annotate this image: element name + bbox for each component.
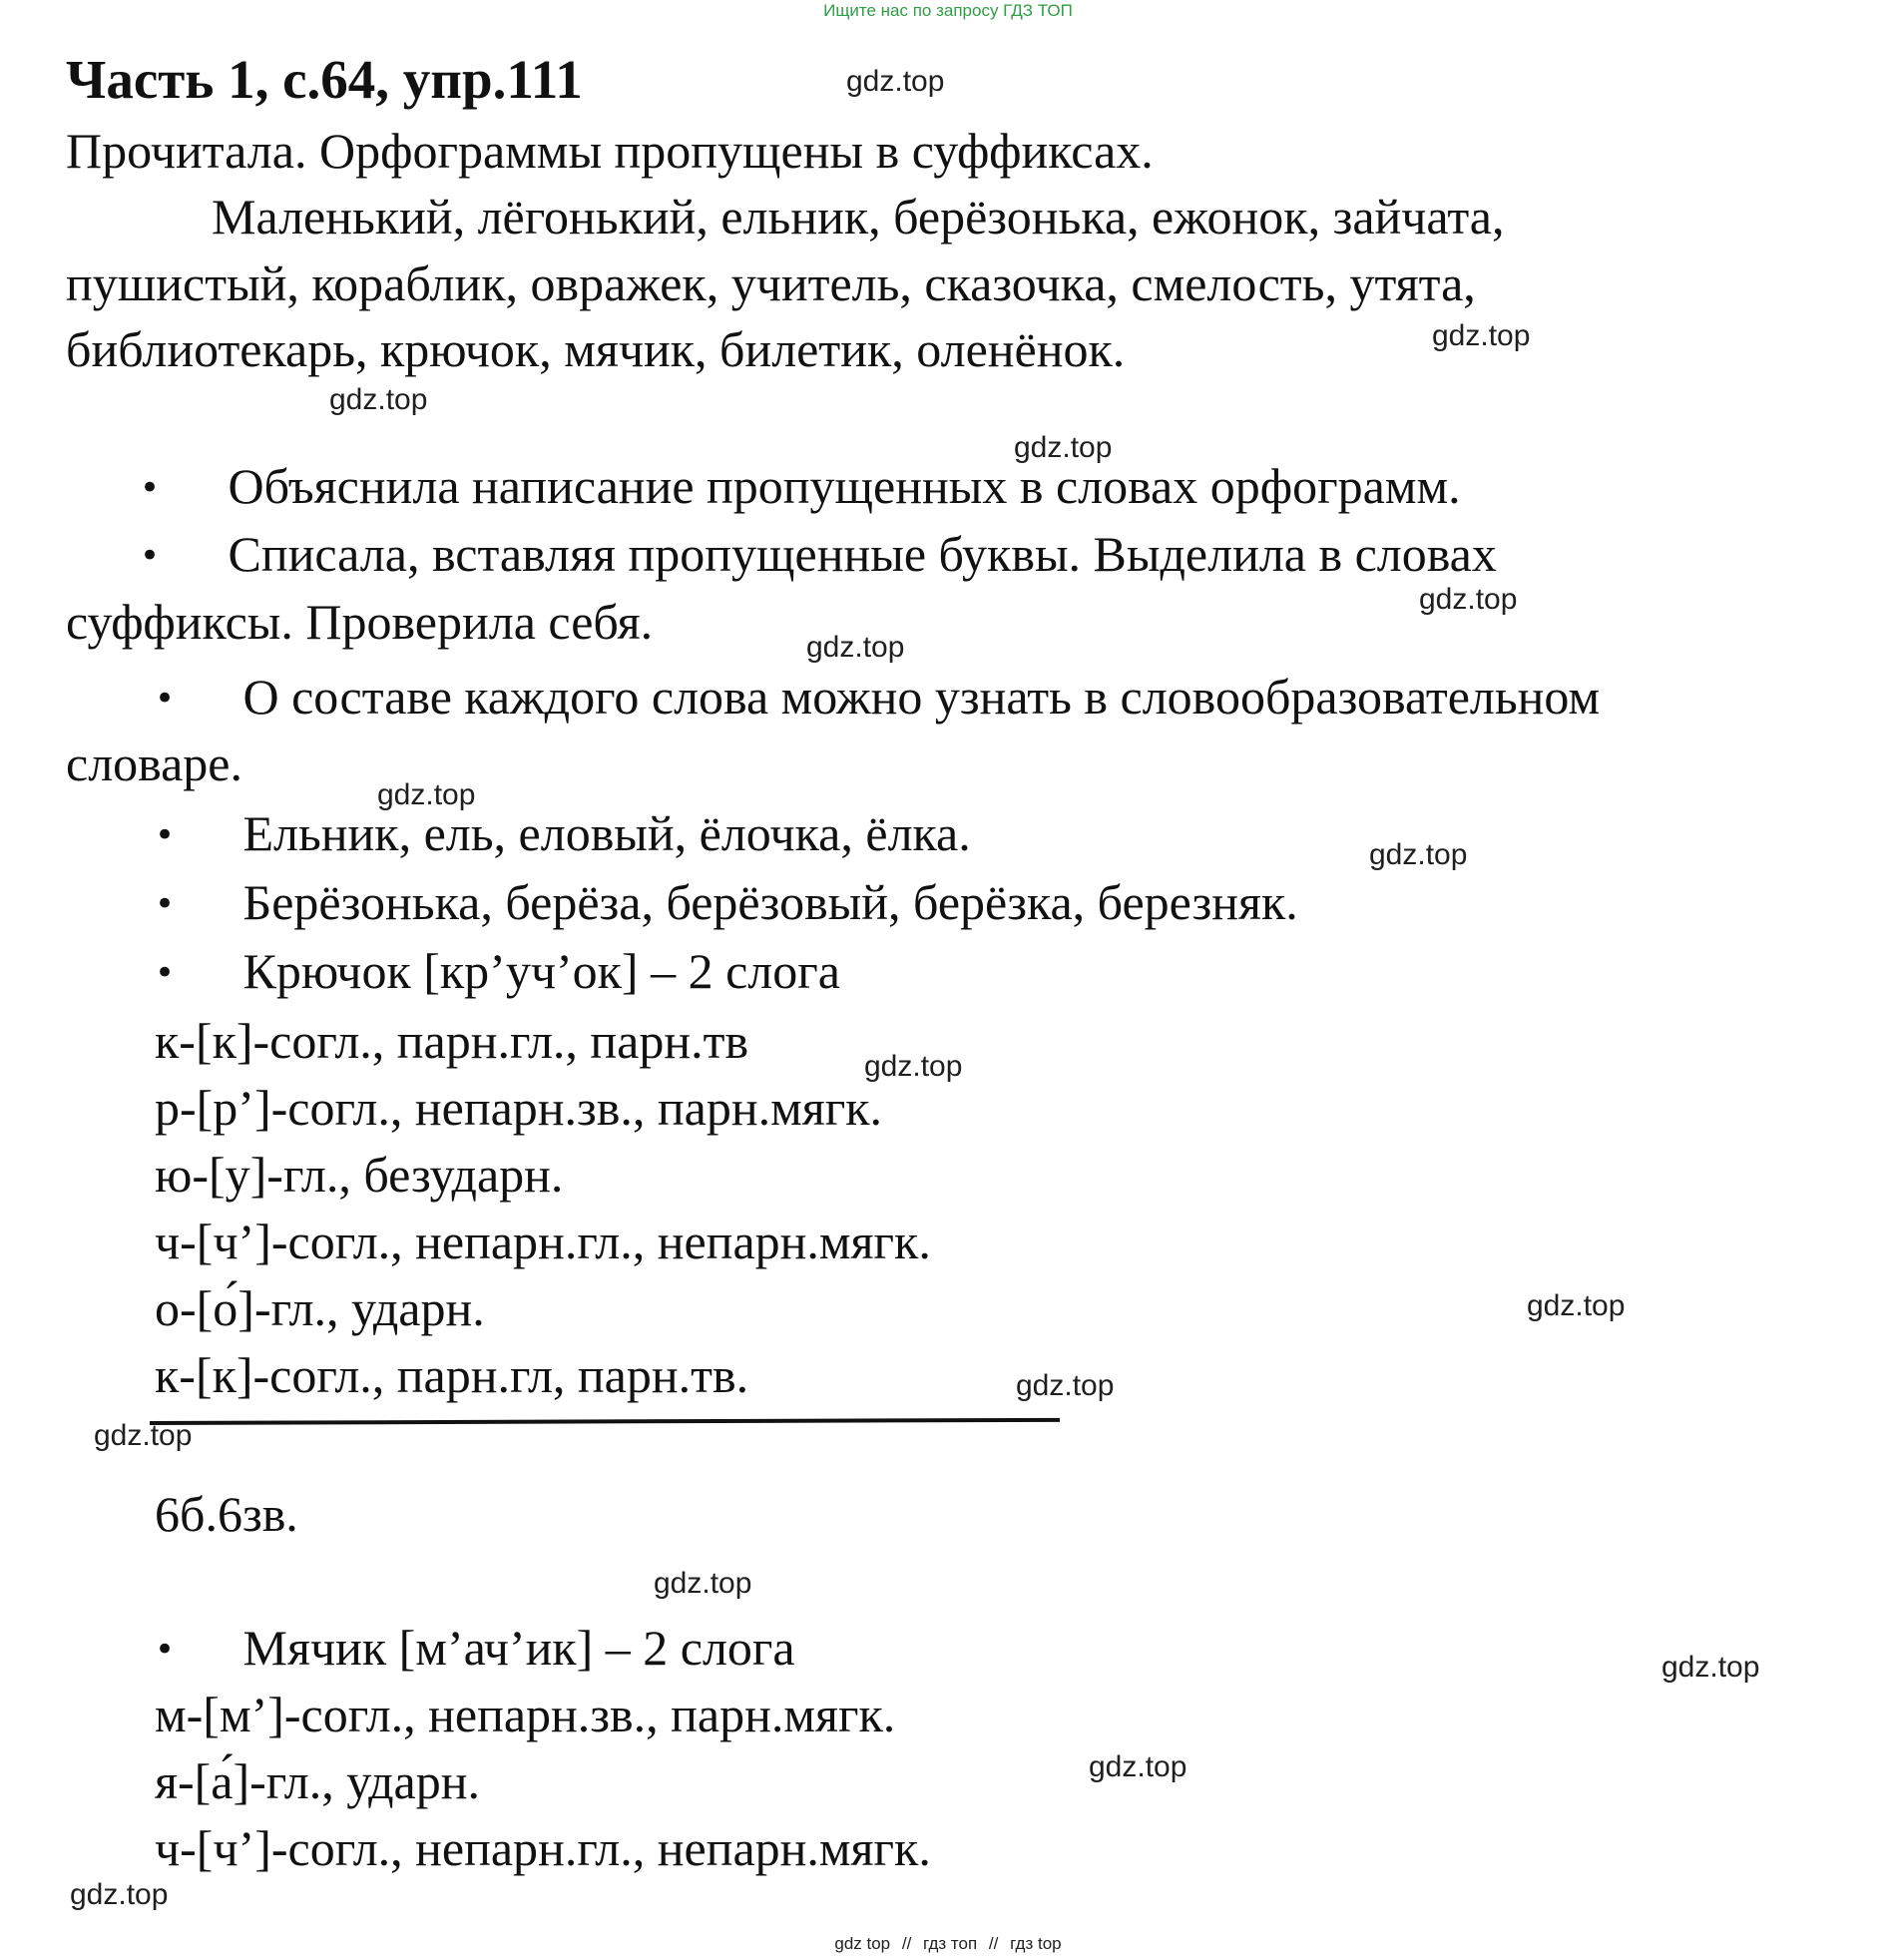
bullet-text: О составе каждого слова можно узнать в словообразовательном (242, 669, 1601, 725)
bullet-item-explained (140, 453, 1461, 525)
watermark-text: gdz.top (377, 778, 476, 811)
footer-link-gdz-top-ru[interactable]: гдз топ (923, 1934, 978, 1953)
bullet-icon: • (155, 952, 176, 993)
bullet-item-berezonka (155, 869, 1298, 941)
footer-separator: // (988, 1934, 999, 1953)
words-line-1-text: Маленький, лёгонький, ельник, берёзонька, ежонок, зайчата, (212, 189, 1505, 245)
sum-divider-line (150, 1418, 1060, 1425)
watermark-text: gdz.top (1016, 1369, 1115, 1402)
watermark-text: gdz.top (329, 383, 428, 416)
bullet-icon: • (140, 467, 161, 508)
watermark-text: gdz.top (1089, 1750, 1187, 1783)
intro-line: Прочитала. Орфограммы пропущены в суффиксах. (66, 123, 1154, 179)
bullet-text: Объяснила написание пропущенных в словах орфограмм. (228, 458, 1461, 514)
footer-separator: // (901, 1934, 912, 1953)
watermark-text: gdz.top (1432, 319, 1531, 352)
word-line-1 (212, 184, 1504, 249)
continuation-line-2: словаре. (66, 735, 242, 791)
watermark-text: gdz.top (1369, 838, 1468, 871)
top-search-banner: Ищите нас по запросу ГДЗ ТОП (823, 1, 1073, 20)
bullet-item-elnik (155, 800, 971, 872)
watermark-text: gdz.top (1014, 431, 1113, 464)
words-line-3-text: библиотекарь, крючок, мячик, билетик, оленёнок. (66, 321, 1126, 377)
bullet-icon: • (155, 678, 176, 719)
footer-link-gdz-top-mixed[interactable]: гдз top (1010, 1934, 1062, 1953)
bullet-text: Мячик [м’ач’ик] – 2 слога (242, 1620, 795, 1676)
bullet-item-copied (140, 521, 1497, 593)
continuation-line-1: суффиксы. Проверила себя. (66, 594, 654, 650)
myachik-analysis-3: ч-[ч’]-согл., непарн.гл., непарн.мягк. (155, 1820, 931, 1876)
watermark-text: gdz.top (70, 1878, 169, 1911)
footer-link-gdz-top[interactable]: gdz top (834, 1934, 891, 1953)
kryuchok-analysis-4: ч-[ч’]-согл., непарн.гл., непарн.мягк. (155, 1214, 931, 1269)
kryuchok-analysis-1: к-[к]-согл., парн.гл., парн.тв (155, 1013, 749, 1069)
kryuchok-analysis-5: о-[о́]-гл., ударн. (155, 1280, 485, 1336)
myachik-analysis-1: м-[м’]-согл., непарн.зв., парн.мягк. (155, 1687, 896, 1742)
bullet-text: Берёзонька, берёза, берёзовый, берёзка, березняк. (242, 874, 1298, 930)
bullet-icon: • (140, 535, 161, 576)
watermark-text: gdz.top (846, 65, 945, 98)
bullet-text: Ельник, ель, еловый, ёлочка, ёлка. (242, 805, 971, 861)
exercise-title: Часть 1, с.64, упр.111 (66, 49, 583, 110)
footer-links (0, 1934, 1896, 1954)
watermark-text: gdz.top (94, 1419, 193, 1452)
bullet-text: Крючок [кр’уч’ок] – 2 слога (242, 943, 840, 999)
bullet-item-kryuchok (155, 938, 840, 1010)
bullet-item-myachik (155, 1615, 795, 1687)
bullet-text: Списала, вставляя пропущенные буквы. Выделила в словах (228, 526, 1497, 582)
watermark-text: gdz.top (1419, 583, 1518, 616)
kryuchok-analysis-2: р-[р’]-согл., непарн.зв., парн.мягк. (155, 1080, 883, 1136)
watermark-text: gdz.top (1527, 1289, 1626, 1322)
watermark-text: gdz.top (654, 1567, 752, 1600)
watermark-text: gdz.top (806, 631, 905, 664)
watermark-text: gdz.top (864, 1050, 963, 1083)
bullet-icon: • (155, 814, 176, 855)
word-line-3 (66, 316, 1125, 382)
bullet-icon: • (155, 1629, 176, 1670)
kryuchok-analysis-6: к-[к]-согл., парн.гл, парн.тв. (155, 1347, 749, 1403)
word-line-2 (66, 250, 1476, 316)
watermark-text: gdz.top (1661, 1651, 1760, 1684)
kryuchok-analysis-3: ю-[у]-гл., безударн. (155, 1147, 564, 1203)
bullet-icon: • (155, 883, 176, 924)
myachik-analysis-2: я-[а́]-гл., ударн. (155, 1753, 480, 1809)
summary-line: 6б.6зв. (155, 1486, 298, 1542)
bullet-item-dictionary (155, 664, 1600, 735)
words-line-2-text: пушистый, кораблик, овражек, учитель, сказочка, смелость, утята, (66, 255, 1476, 311)
